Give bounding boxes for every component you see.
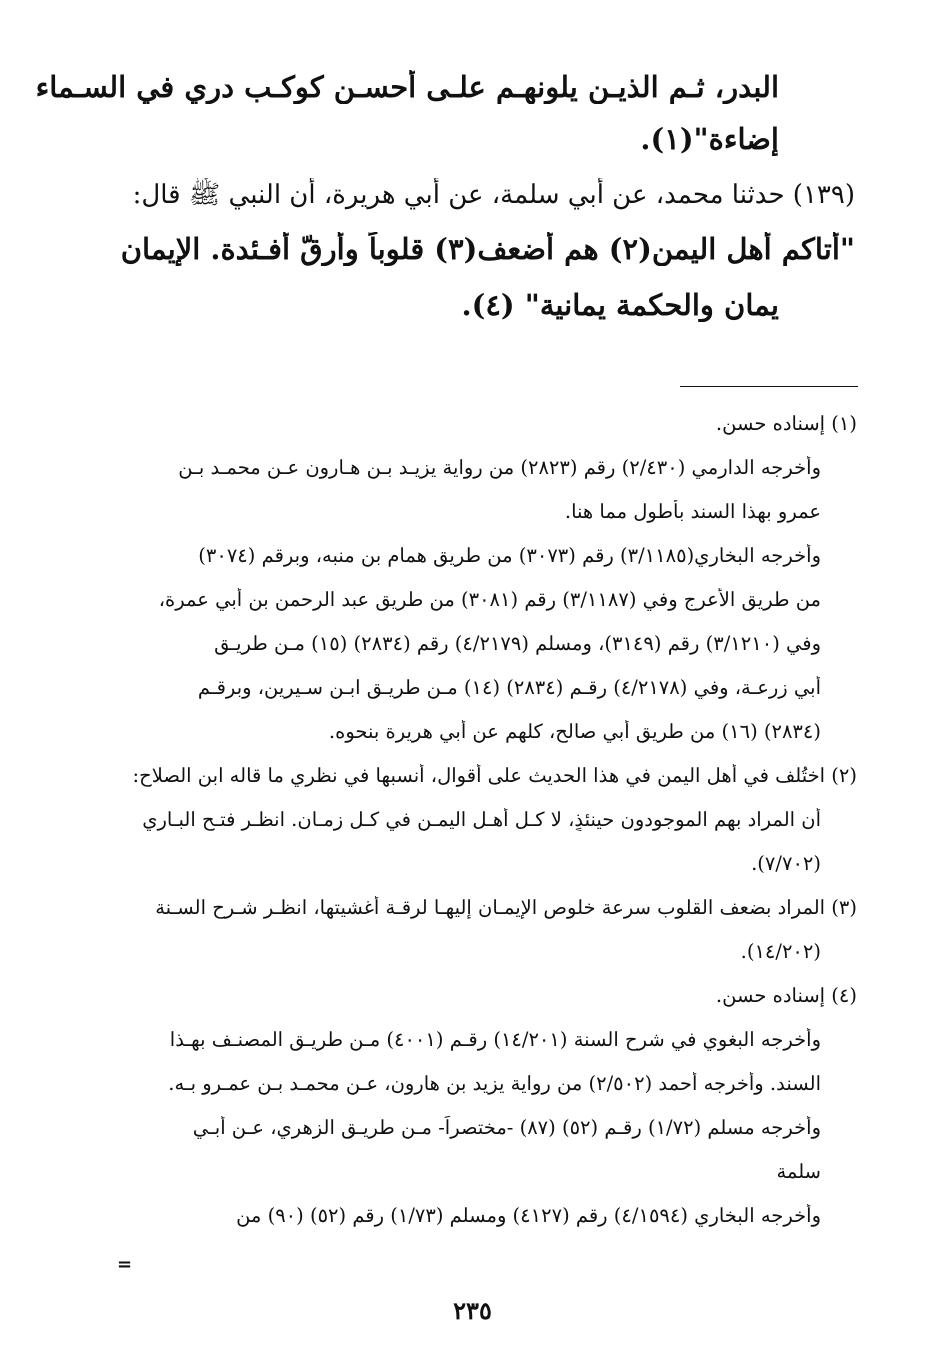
footnote-line: وأخرجه الدارمي (٢/٤٣٠) رقم (٢٨٢٣) من رواية يزيـد بـن هـارون عـن محمـد بـن bbox=[178, 456, 821, 479]
footnote-line: (١) إسناده حسن. bbox=[715, 412, 857, 435]
main-text-line-4: "أتاكم أهل اليمن(٢) هم أضعف(٣) قلوباً وأرقّ أفـئدة. الإيمان bbox=[120, 232, 855, 266]
footnote-line: وأخرجه البغوي في شرح السنة (١٤/٢٠١) رقـم (٤٠٠١) مـن طريـق المصنـف بهـذا bbox=[169, 1028, 821, 1051]
footnote-line: (١٤/٢٠٢). bbox=[740, 940, 821, 963]
footnote-line: وأخرجه البخاري(٣/١١٨٥) رقم (٣٠٧٣) من طريق همام بن منبه، وبرقم (٣٠٧٤) bbox=[198, 544, 821, 567]
main-text-line-5: يمان والحكمة يمانية" (٤). bbox=[461, 288, 779, 322]
footnote-line: السند. وأخرجه أحمد (٢/٥٠٢) من رواية يزيد بن هارون، عـن محمـد بـن عمـرو بـه. bbox=[168, 1072, 821, 1095]
continuation-mark: = bbox=[117, 1254, 133, 1275]
footnote-line: وأخرجه مسلم (١/٧٢) رقـم (٥٢) (٨٧) -مختصراً- مـن طريـق الزهري، عـن أبـي bbox=[192, 1116, 821, 1139]
footnote-line: أبي زرعـة، وفي (٤/٢١٧٨) رقـم (٢٨٣٤) (١٤) مـن طريـق ابـن سـيرين، وبرقـم bbox=[197, 676, 821, 699]
page-number: ٢٣٥ bbox=[453, 1296, 492, 1325]
hadith-header: (١٣٩) حدثنا محمد، عن أبي سلمة، عن أبي هريرة، أن النبي ﷺ قال: bbox=[132, 180, 855, 210]
footnote-line: (٧/٧٠٢). bbox=[751, 852, 821, 875]
footnote-line: (٤) إسناده حسن. bbox=[715, 984, 857, 1007]
footnote-line: وأخرجه البخاري (٤/١٥٩٤) رقم (٤١٢٧) ومسلم (١/٧٣) رقم (٥٢) (٩٠) من bbox=[236, 1204, 821, 1227]
main-text-line-1: البدر، ثـم الذيـن يلونهـم علـى أحسـن كوكـب دري في السـماء bbox=[35, 70, 779, 104]
footnote-line: سلمة bbox=[776, 1160, 821, 1183]
footnote-line: عمرو بهذا السند بأطول مما هنا. bbox=[564, 500, 821, 523]
footnote-line: من طريق الأعرج وفي (٣/١١٨٧) رقم (٣٠٨١) من طريق عبد الرحمن بن أبي عمرة، bbox=[158, 588, 821, 611]
footnote-line: (٢٨٣٤) (١٦) من طريق أبي صالح، كلهم عن أبي هريرة بنحوه. bbox=[328, 720, 821, 743]
footnote-line: أن المراد بهم الموجودون حينئذٍ، لا كـل أهـل اليمـن في كـل زمـان. انظـر فتـح البـاري bbox=[142, 808, 821, 831]
footnote-separator bbox=[680, 386, 858, 387]
footnote-line: (٢) اختُلف في أهل اليمن في هذا الحديث على أقوال، أنسبها في نظري ما قاله ابن الصلاح: bbox=[132, 764, 857, 787]
main-text-line-2: إضاءة"(١). bbox=[640, 122, 779, 156]
footnote-line: (٣) المراد بضعف القلوب سرعة خلوص الإيمـان إليهـا لرقـة أغشيتها، انظـر شـرح السـنة bbox=[155, 896, 857, 919]
footnote-line: وفي (٣/١٢١٠) رقم (٣١٤٩)، ومسلم (٤/٢١٧٩) رقم (٢٨٣٤) (١٥) مـن طريـق bbox=[214, 632, 821, 655]
